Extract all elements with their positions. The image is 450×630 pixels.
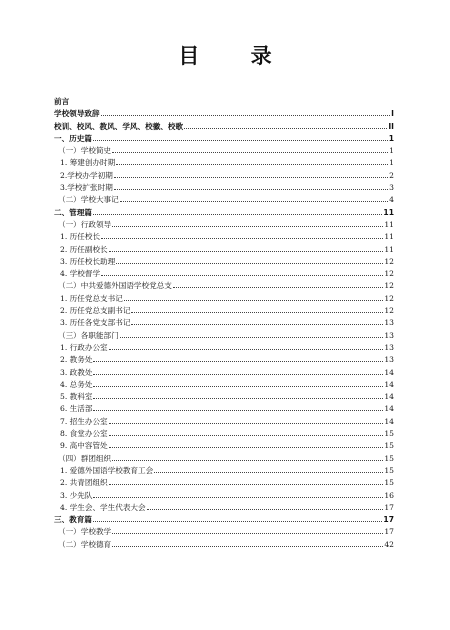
toc-entry-page-number: 14 bbox=[384, 416, 394, 426]
toc-entry-label: 3. 政教处 bbox=[60, 367, 93, 377]
toc-entry-label: 5. 教科室 bbox=[60, 392, 93, 402]
toc-entry-page-number: 12 bbox=[384, 269, 394, 279]
toc-entry[interactable] bbox=[54, 427, 394, 439]
toc-entry[interactable] bbox=[54, 316, 394, 328]
dot-leader bbox=[131, 312, 383, 313]
toc-entry-label: 7. 招生办公室 bbox=[60, 416, 108, 426]
dot-leader bbox=[116, 164, 388, 165]
toc-entry-label: （一）学校简史 bbox=[58, 146, 112, 156]
toc-entry-page-number: 15 bbox=[384, 478, 394, 488]
toc-entry-label: 3. 历任各党支部书记 bbox=[60, 318, 131, 328]
dot-leader bbox=[109, 447, 384, 448]
toc-entry-page-number: 42 bbox=[384, 539, 394, 549]
toc-entry-label: 1. 筹建创办时期 bbox=[60, 158, 116, 168]
dot-leader bbox=[114, 177, 388, 178]
toc-entry-page-number: I bbox=[391, 109, 394, 119]
dot-leader bbox=[120, 201, 388, 202]
toc-entry[interactable] bbox=[54, 501, 394, 513]
toc-entry-page-number: 17 bbox=[384, 527, 394, 537]
toc-entry-page-number: 13 bbox=[384, 330, 394, 340]
toc-entry-page-number: 15 bbox=[384, 429, 394, 439]
toc-entry[interactable] bbox=[54, 267, 394, 279]
toc-entry[interactable] bbox=[54, 168, 394, 180]
dot-leader bbox=[124, 300, 384, 301]
toc-entry[interactable] bbox=[54, 513, 394, 525]
dot-leader bbox=[131, 324, 383, 325]
toc-entry-page-number: 12 bbox=[384, 293, 394, 303]
toc-entry-label: （四）群团组织 bbox=[58, 453, 112, 463]
toc-entry-page-number: 2 bbox=[389, 170, 394, 180]
toc-entry[interactable] bbox=[54, 193, 394, 205]
toc-entry-label: （一）学校教学 bbox=[58, 527, 112, 537]
dot-leader bbox=[109, 423, 384, 424]
toc-entry-label: 2. 共青团组织 bbox=[60, 478, 108, 488]
toc-entry[interactable] bbox=[54, 537, 394, 549]
toc-entry-page-number: 12 bbox=[384, 306, 394, 316]
dot-leader bbox=[101, 115, 391, 116]
toc-entry-page-number: 12 bbox=[384, 281, 394, 291]
dot-leader bbox=[112, 152, 388, 153]
toc-entry[interactable] bbox=[54, 279, 394, 291]
toc-entry-label: 2. 教务处 bbox=[60, 355, 93, 365]
dot-leader bbox=[93, 140, 388, 141]
toc-entry[interactable] bbox=[54, 218, 394, 230]
toc-entry-label: 2. 历任党总支副书记 bbox=[60, 306, 131, 316]
dot-leader bbox=[93, 361, 383, 362]
toc-entry[interactable] bbox=[54, 132, 394, 144]
toc-entry-page-number: II bbox=[388, 121, 394, 131]
toc-entry[interactable] bbox=[54, 242, 394, 254]
toc-entry-label: 8. 食堂办公室 bbox=[60, 429, 108, 439]
toc-entry-label: 一、历史篇 bbox=[54, 133, 92, 143]
toc-entry-page-number: 1 bbox=[389, 146, 394, 156]
toc-entry-label: （二）学校德育 bbox=[58, 539, 112, 549]
toc-entry-label: 4. 总务处 bbox=[60, 379, 93, 389]
toc-entry[interactable] bbox=[54, 365, 394, 377]
toc-entry-page-number: 13 bbox=[384, 318, 394, 328]
toc-entry[interactable] bbox=[54, 181, 394, 193]
dot-leader bbox=[93, 374, 383, 375]
toc-entry-page-number: 12 bbox=[384, 256, 394, 266]
dot-leader bbox=[116, 263, 383, 264]
toc-entry-label: 1. 历任党总支书记 bbox=[60, 293, 123, 303]
toc-entry-label: 4. 学校督学 bbox=[60, 269, 101, 279]
toc-entry-page-number: 4 bbox=[389, 195, 394, 205]
dot-leader bbox=[112, 226, 383, 227]
dot-leader bbox=[93, 521, 382, 522]
toc-entry-page-number: 15 bbox=[384, 465, 394, 475]
toc-entry-page-number: 11 bbox=[384, 232, 394, 242]
toc-entry-label: （三）各职能部门 bbox=[58, 330, 119, 340]
toc-entry-label: 2. 历任副校长 bbox=[60, 244, 108, 254]
toc-entry-page-number: 14 bbox=[384, 367, 394, 377]
dot-leader bbox=[93, 386, 383, 387]
toc-preface[interactable] bbox=[54, 94, 394, 107]
toc-entry-label: 三、教育篇 bbox=[54, 515, 92, 525]
toc-entry[interactable] bbox=[54, 476, 394, 488]
toc-entry-page-number: 14 bbox=[384, 404, 394, 414]
toc-entry[interactable] bbox=[54, 390, 394, 402]
toc-entry-label: 1. 历任校长 bbox=[60, 232, 101, 242]
toc-entry-label: 校训、校风、教风、学风、校徽、校歌 bbox=[54, 121, 184, 131]
toc-entry-page-number: 3 bbox=[389, 183, 394, 193]
toc-entry-label: 3. 少先队 bbox=[60, 490, 93, 500]
toc-entry[interactable] bbox=[54, 255, 394, 267]
dot-leader bbox=[147, 509, 384, 510]
toc-entry[interactable] bbox=[54, 341, 394, 353]
dot-leader bbox=[101, 238, 383, 239]
toc-entry[interactable] bbox=[54, 414, 394, 426]
toc-entry[interactable] bbox=[54, 230, 394, 242]
page-title: 目 录 bbox=[178, 44, 294, 68]
toc-entry-label: 二、管理篇 bbox=[54, 207, 92, 217]
dot-leader bbox=[101, 275, 383, 276]
toc-entry[interactable] bbox=[54, 144, 394, 156]
toc-entry-page-number: 14 bbox=[384, 392, 394, 402]
dot-leader bbox=[112, 533, 383, 534]
toc-entry-page-number: 13 bbox=[384, 355, 394, 365]
toc-entry-page-number: 17 bbox=[384, 502, 394, 512]
toc-entry-label: （二）中共爱德外国语学校党总支 bbox=[58, 281, 172, 291]
dot-leader bbox=[109, 484, 384, 485]
toc-entry-page-number: 15 bbox=[384, 441, 394, 451]
dot-leader bbox=[93, 497, 383, 498]
toc-entry[interactable] bbox=[54, 525, 394, 537]
dot-leader bbox=[93, 410, 383, 411]
dot-leader bbox=[109, 349, 384, 350]
table-of-contents bbox=[54, 94, 394, 550]
toc-entry-label: 2.学校办学初期 bbox=[60, 170, 113, 180]
dot-leader bbox=[109, 251, 384, 252]
toc-entry-label: 学校领导致辞 bbox=[54, 109, 100, 119]
toc-entry-page-number: 16 bbox=[384, 490, 394, 500]
toc-entry[interactable] bbox=[54, 291, 394, 303]
dot-leader bbox=[112, 460, 383, 461]
toc-entry-label: 9. 高中容管处 bbox=[60, 441, 108, 451]
toc-entry-label: 3. 历任校长助理 bbox=[60, 256, 116, 266]
dot-leader bbox=[184, 128, 387, 129]
toc-entry[interactable] bbox=[54, 439, 394, 451]
toc-entry[interactable] bbox=[54, 488, 394, 500]
toc-entry-page-number: 1 bbox=[388, 133, 394, 143]
dot-leader bbox=[109, 435, 384, 436]
toc-entry-label: 6. 生活部 bbox=[60, 404, 93, 414]
toc-entry-label: 4. 学生会、学生代表大会 bbox=[60, 502, 146, 512]
toc-entry-page-number: 13 bbox=[384, 342, 394, 352]
toc-entry[interactable] bbox=[54, 304, 394, 316]
toc-entry[interactable] bbox=[54, 464, 394, 476]
toc-entry-page-number: 17 bbox=[383, 515, 394, 525]
toc-entry-page-number: 11 bbox=[384, 244, 394, 254]
toc-entry[interactable] bbox=[54, 353, 394, 365]
toc-entry-label: （一）行政领导 bbox=[58, 219, 112, 229]
toc-entry[interactable] bbox=[54, 119, 394, 131]
toc-entry-label: 3.学校扩张时期 bbox=[60, 183, 113, 193]
toc-entry[interactable] bbox=[54, 402, 394, 414]
toc-entry-page-number: 11 bbox=[384, 219, 394, 229]
toc-entry-label: （二）学校大事记 bbox=[58, 195, 119, 205]
toc-entry-page-number: 11 bbox=[383, 207, 394, 217]
dot-leader bbox=[173, 287, 383, 288]
toc-entry[interactable] bbox=[54, 107, 394, 119]
toc-entry[interactable] bbox=[54, 378, 394, 390]
dot-leader bbox=[120, 337, 384, 338]
toc-entry-label: 1. 爱德外国语学校教育工会 bbox=[60, 465, 154, 475]
toc-preface-label: 前言 bbox=[54, 97, 70, 106]
dot-leader bbox=[93, 398, 383, 399]
toc-entry[interactable] bbox=[54, 156, 394, 168]
dot-leader bbox=[112, 546, 383, 547]
toc-entry-page-number: 15 bbox=[384, 453, 394, 463]
toc-entry[interactable] bbox=[54, 451, 394, 463]
toc-entry-label: 1. 行政办公室 bbox=[60, 342, 108, 352]
dot-leader bbox=[154, 472, 383, 473]
toc-entry-page-number: 1 bbox=[389, 158, 394, 168]
toc-entry[interactable] bbox=[54, 328, 394, 340]
dot-leader bbox=[93, 214, 382, 215]
toc-entry-page-number: 14 bbox=[384, 379, 394, 389]
dot-leader bbox=[114, 189, 388, 190]
toc-entry[interactable] bbox=[54, 205, 394, 217]
